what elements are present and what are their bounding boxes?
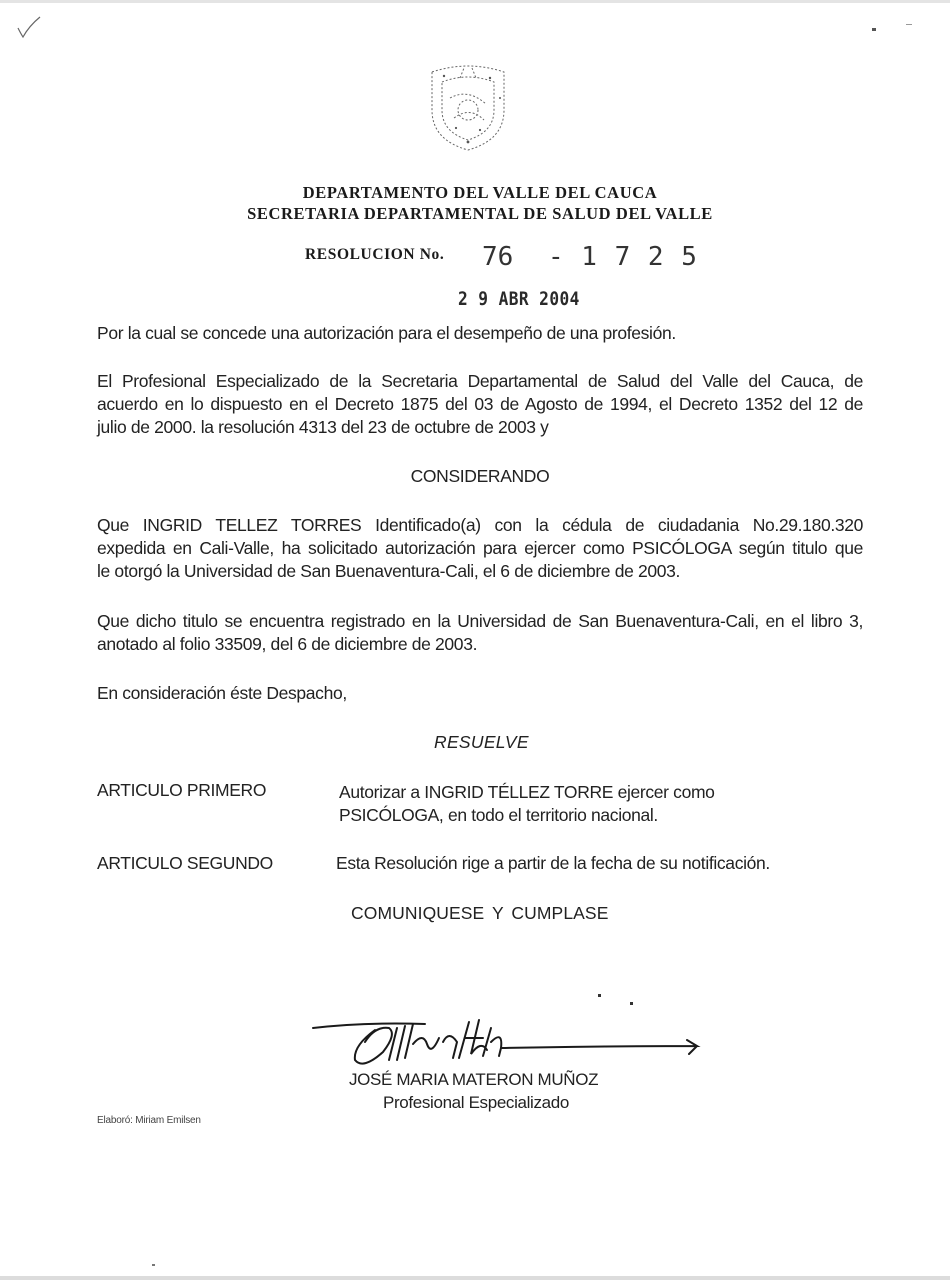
prepared-by-note: Elaboró: Miriam Emilsen xyxy=(97,1115,201,1126)
considerando-p1-line1: Que INGRID TELLEZ TORRES Identificado(a) con la cédula de ciudadania No.29.180.320 xyxy=(97,515,863,535)
resolution-number-part2: - 1 7 2 5 xyxy=(548,242,698,272)
subject-line: Por la cual se concede una autorización para el desempeño de una profesión. xyxy=(97,323,676,343)
scan-edge-top xyxy=(0,0,950,3)
scan-speck xyxy=(598,994,601,997)
consideracion-line: En consideración éste Despacho, xyxy=(97,683,347,703)
scan-speck xyxy=(630,1002,633,1005)
article-1-line1: Autorizar a INGRID TÉLLEZ TORRE ejercer como xyxy=(339,782,715,802)
date-stamp: 2 9 ABR 2004 xyxy=(458,288,580,310)
scan-speck xyxy=(906,24,912,25)
resolution-number-part1: 76 xyxy=(482,242,514,272)
preamble-paragraph xyxy=(97,370,863,439)
considerando-p2-line2: anotado al folio 33509, del 6 de diciembre de 2003. xyxy=(97,634,478,654)
article-2-label: ARTICULO SEGUNDO xyxy=(97,853,273,873)
considerando-p2-line1: Que dicho titulo se encuentra registrado en la Universidad de San Buenaventura-Cali, en el libro 3, xyxy=(97,611,863,631)
coat-of-arms-seal-icon xyxy=(420,58,516,154)
department-header xyxy=(175,182,785,224)
article-1-text xyxy=(339,781,715,827)
article-2-text: Esta Resolución rige a partir de la fecha de su notificación. xyxy=(336,853,770,873)
check-mark-icon xyxy=(14,14,44,40)
considerando-p1-line3: le otorgó la Universidad de San Buenaventura-Cali, el 6 de diciembre de 2003. xyxy=(97,561,681,581)
considerando-paragraph-2 xyxy=(97,610,863,656)
scan-speck xyxy=(152,1264,155,1266)
article-1-line2: PSICÓLOGA, en todo el territorio nacional. xyxy=(339,805,658,825)
resolution-label: RESOLUCION No. xyxy=(305,246,445,263)
scan-edge-bottom xyxy=(0,1276,950,1280)
preamble-line3: julio de 2000. la resolución 4313 del 23 de octubre de 2003 y xyxy=(97,417,549,437)
preamble-line1: El Profesional Especializado de la Secretaria Departamental de Salud del Valle del Cauca, de xyxy=(97,371,863,391)
article-1-label: ARTICULO PRIMERO xyxy=(97,780,267,800)
department-header-line1: DEPARTAMENTO DEL VALLE DEL CAUCA xyxy=(302,183,658,202)
signatory-title: Profesional Especializado xyxy=(383,1093,569,1112)
scan-speck xyxy=(872,28,876,31)
considerando-heading: CONSIDERANDO xyxy=(410,466,550,486)
preamble-line2: acuerdo en lo dispuesto en el Decreto 1875 del 03 de Agosto de 1994, el Decreto 1352 del 12 de xyxy=(97,394,863,414)
department-header-line2: SECRETARIA DEPARTAMENTAL DE SALUD DEL VALLE xyxy=(247,204,713,223)
resuelve-heading: RESUELVE xyxy=(434,732,529,752)
considerando-p1-line2: expedida en Cali-Valle, ha solicitado autorización para ejercer como PSICÓLOGA según titulo que xyxy=(97,538,863,558)
closing-statement: COMUNIQUESE Y CUMPLASE xyxy=(351,903,609,923)
considerando-paragraph-1 xyxy=(97,514,863,583)
signatory-name: JOSÉ MARIA MATERON MUÑOZ xyxy=(349,1070,599,1089)
